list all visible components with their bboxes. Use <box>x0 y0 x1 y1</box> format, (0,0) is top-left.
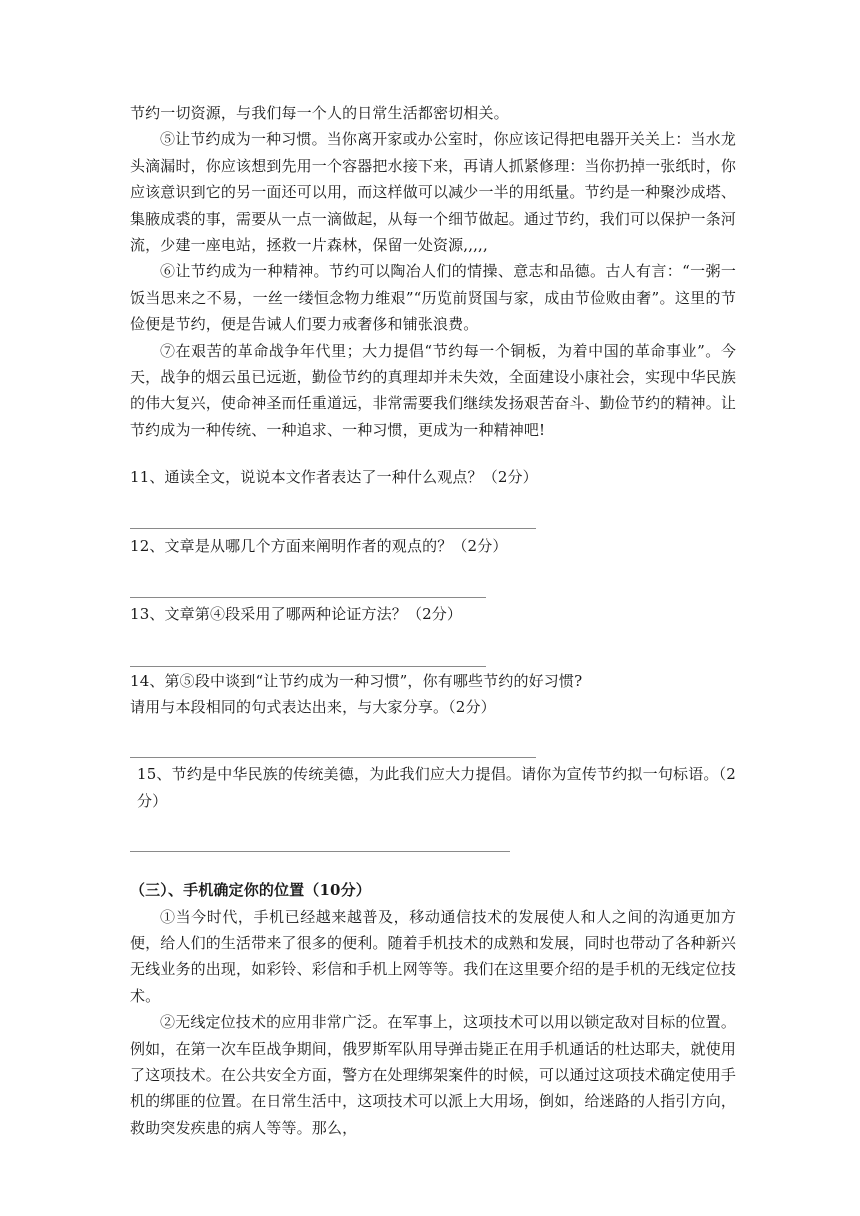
question-11: 11、通读全文，说说本文作者表达了一种什么观点？（2分） <box>130 468 538 487</box>
passage-paragraph-7: ⑦在艰苦的革命战争年代里；大力提倡“节约每一个铜板，为着中国的革命事业”。今天，战争的烟云虽已远逝，勤俭节约的真理却并未失效，全面建设小康社会，实现中华民族的伟大复兴，使命神圣而任重道远，非常需要我们继续发扬艰苦奋斗、勤俭节约的精神。让节约成为一种传统、一种追求、一种习惯，更成为一种精神吧! <box>130 341 737 439</box>
answer-line-14[interactable] <box>130 757 536 758</box>
question-14-line-1: 14、第⑤段中谈到“让节约成为一种习惯”，你有哪些节约的好习惯? <box>130 671 583 690</box>
passage-paragraph-5: ⑤让节约成为一种习惯。当你离开家或办公室时，你应该记得把电器开关关上：当水龙头滴漏时，你应该想到先用一个容器把水接下来，再请人抓紧修理：当你扔掉一张纸时，你应该意识到它的另一面还可以用，而这样做可以减少一半的用纸量。节约是一种聚沙成塔、集腋成裘的事，需要从一点一滴做起，从每一个细节做起。通过节约，我们可以保护一条河流，少建一座电站，拯救一片森林，保留一处资源,,,,, <box>130 130 737 255</box>
question-13: 13、文章第④段采用了哪两种论证方法？（2分） <box>130 605 463 624</box>
document-page <box>130 100 736 1141</box>
passage-paragraph-continued: 节约一切资源，与我们每一个人的日常生活都密切相关。 <box>130 104 509 122</box>
section-3-title: （三）、手机确定你的位置（10分） <box>130 881 371 900</box>
question-15: 15、节约是中华民族的传统美德，为此我们应大力提倡。请你为宣传节约拟一句标语。（2分） <box>137 765 736 810</box>
answer-line-13[interactable] <box>130 666 486 667</box>
question-14-line-2: 请用与本段相同的句式表达出来，与大家分享。（2分） <box>130 697 496 716</box>
question-12: 12、文章是从哪几个方面来阐明作者的观点的？（2分） <box>130 536 508 555</box>
answer-line-15[interactable] <box>130 851 510 852</box>
answer-line-11[interactable] <box>130 528 536 529</box>
answer-line-12[interactable] <box>130 597 486 598</box>
section-3-paragraph-1: ①当今时代，手机已经越来越普及，移动通信技术的发展使人和人之间的沟通更加方便，给人们的生活带来了很多的便利。随着手机技术的成熟和发展，同时也带动了各种新兴无线业务的出现，如彩铃、彩信和手机上网等等。我们在这里要介绍的是手机的无线定位技术。 <box>130 907 737 1005</box>
section-3-paragraph-2: ②无线定位技术的应用非常广泛。在军事上，这项技术可以用以锁定敌对目标的位置。例如，在第一次车臣战争期间，俄罗斯军队用导弹击毙正在用手机通话的杜达耶夫，就使用了这项技术。在公共安全方面，警方在处理绑架案件的时候，可以通过这项技术确定使用手机的绑匪的位置。在日常生活中，这项技术可以派上大用场，倒如，给迷路的人指引方向，救助突发疾患的病人等等。那么， <box>130 1013 737 1137</box>
passage-paragraph-6: ⑥让节约成为一种精神。节约可以陶冶人们的情操、意志和品德。古人有言：“一粥一饭当思来之不易，一丝一缕恒念物力维艰”“历览前贤国与家，成由节俭败由奢”。这里的节俭便是节约，便是告诫人们要力戒奢侈和铺张浪费。 <box>130 262 736 334</box>
